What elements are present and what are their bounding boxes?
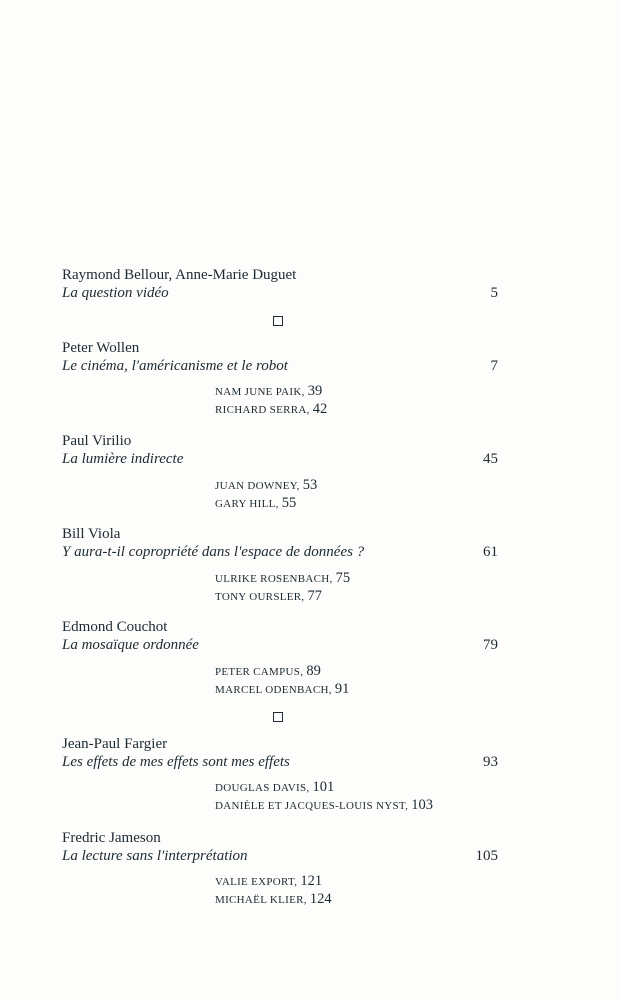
artist-entry: DOUGLAS DAVIS, 101 — [215, 779, 335, 795]
entry-author: Jean-Paul Fargier — [62, 736, 168, 752]
entry-title: La mosaïque ordonnée — [62, 637, 199, 653]
entry-title: La question vidéo — [62, 285, 169, 301]
artist-entry: MICHAËL KLIER, 124 — [215, 891, 332, 907]
artist-entry: PETER CAMPUS, 89 — [215, 663, 321, 679]
entry-author: Raymond Bellour, Anne-Marie Duguet — [62, 267, 297, 283]
entry-title: La lumière indirecte — [62, 451, 184, 467]
entry-page-number: 61 — [483, 544, 498, 560]
entry-author: Bill Viola — [62, 526, 121, 542]
section-separator-box — [273, 316, 283, 326]
entry-page-number: 45 — [483, 451, 498, 467]
entry-author: Peter Wollen — [62, 340, 140, 356]
entry-title: Le cinéma, l'américanisme et le robot — [62, 358, 288, 374]
artist-entry: VALIE EXPORT, 121 — [215, 873, 323, 889]
entry-author: Edmond Couchot — [62, 619, 168, 635]
artist-entry: ULRIKE ROSENBACH, 75 — [215, 570, 351, 586]
artist-entry: NAM JUNE PAIK, 39 — [215, 383, 323, 399]
entry-author: Paul Virilio — [62, 433, 132, 449]
artist-entry: TONY OURSLER, 77 — [215, 588, 323, 604]
entry-author: Fredric Jameson — [62, 830, 161, 846]
artist-entry: DANIÈLE ET JACQUES-LOUIS NYST, 103 — [215, 797, 433, 813]
entry-title: La lecture sans l'interprétation — [62, 848, 248, 864]
artist-entry: RICHARD SERRA, 42 — [215, 401, 328, 417]
entry-title: Y aura-t-il copropriété dans l'espace de données ? — [62, 544, 365, 560]
entry-page-number: 7 — [490, 358, 498, 374]
entry-title: Les effets de mes effets sont mes effets — [62, 754, 290, 770]
entry-page-number: 79 — [483, 637, 498, 653]
entry-page-number: 5 — [490, 285, 498, 301]
artist-entry: MARCEL ODENBACH, 91 — [215, 681, 350, 697]
section-separator-box — [273, 712, 283, 722]
entry-page-number: 105 — [475, 848, 498, 864]
artist-entry: GARY HILL, 55 — [215, 495, 297, 511]
artist-entry: JUAN DOWNEY, 53 — [215, 477, 318, 493]
entry-page-number: 93 — [483, 754, 498, 770]
